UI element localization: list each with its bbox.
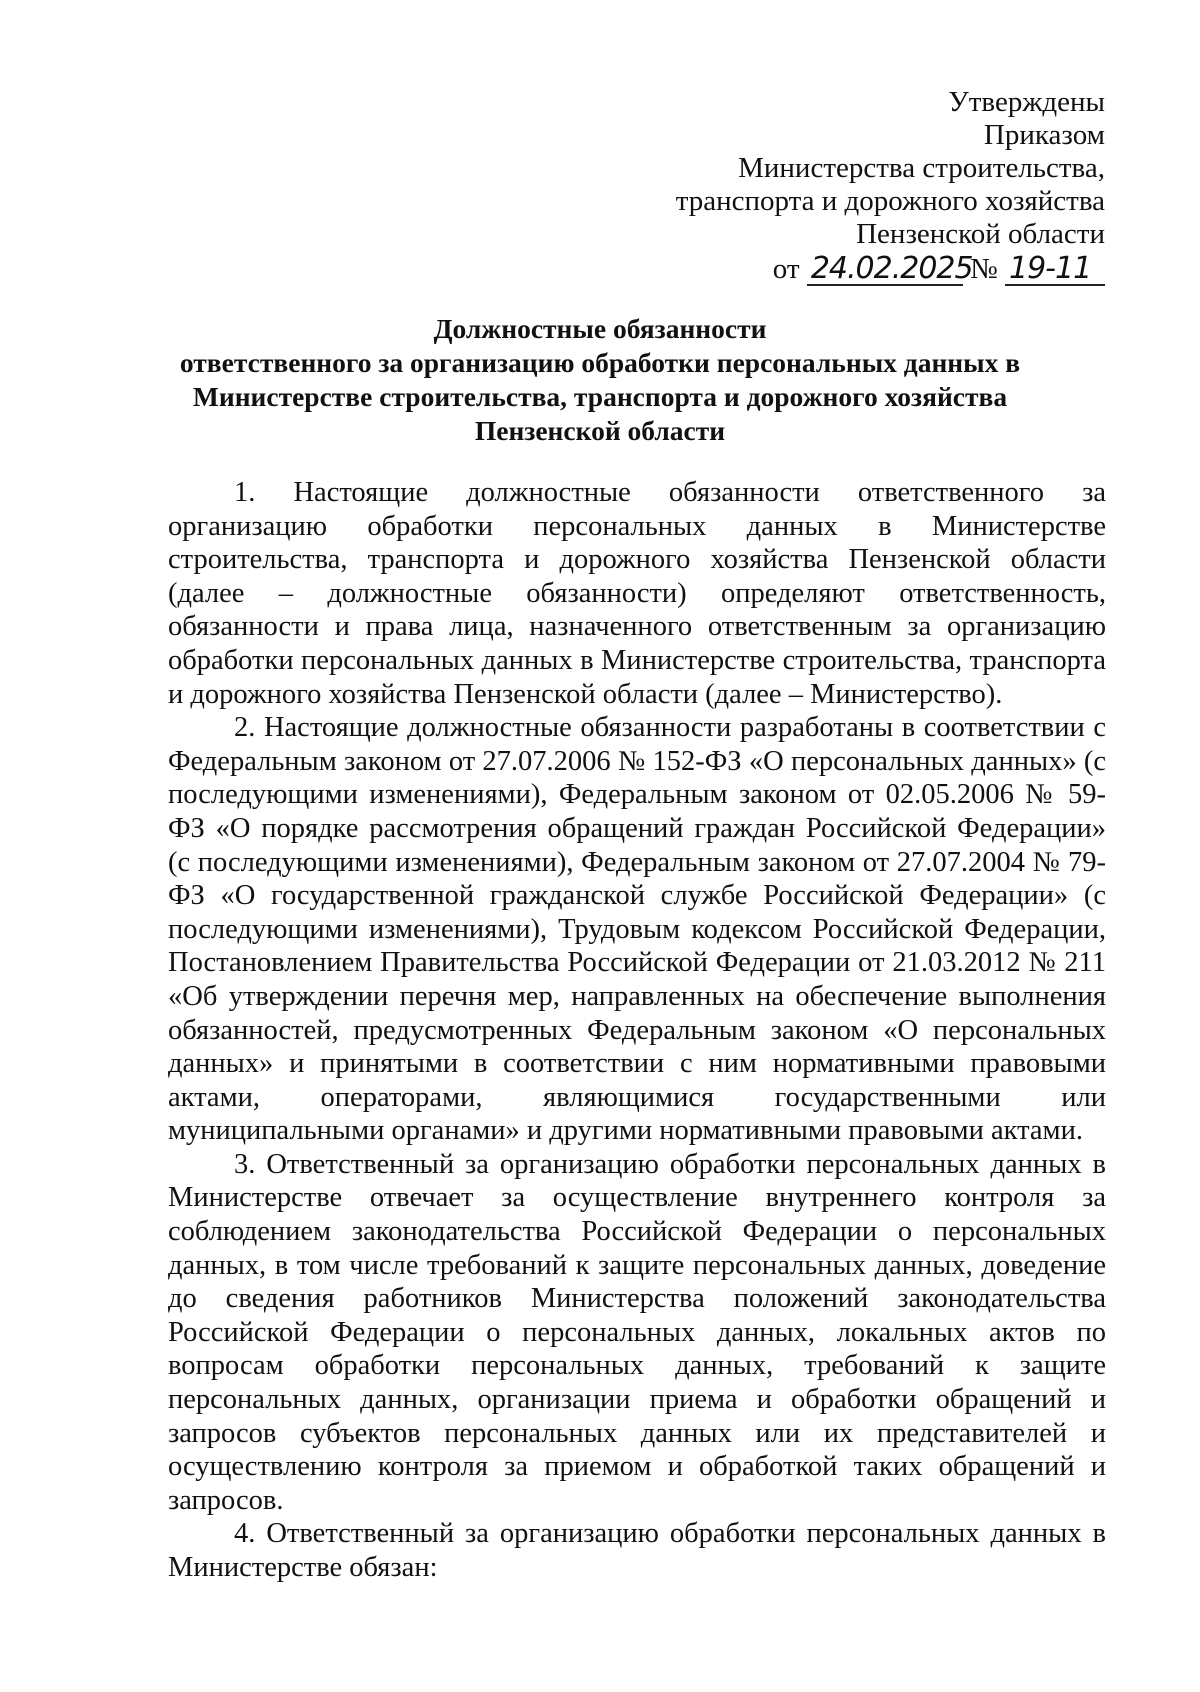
paragraph-2: 2. Настоящие должностные обязанности разработаны в соответствии с Федеральным законом от 27.07.2006 № 152-ФЗ «О персональных данных» (с последующими изменениями), Федеральным законом от 02.05.2006 № 59-ФЗ «О порядке рассмотрения обращений граждан Российской Федерации» (с последующими изменениями), Федеральным законом от 27.07.2004 № 79-ФЗ «О государственной гражданской службе Российской Федерации» (с последующими изменениями), Трудовым кодексом Российской Федерации, Постановлением Правительства Российской Федерации от 21.03.2012 № 211 «Об утверждении перечня мер, направленных на обеспечение выполнения обязанностей, предусмотренных Федеральным законом «О персональных данных» и принятыми в соответствии с ним нормативными правовыми актами, операторами, являющимися государственными или муниципальными органами» и другими нормативными правовыми актами.: [168, 712, 1106, 1147]
date-prefix: от: [772, 253, 800, 285]
approval-line: Приказом: [983, 119, 1105, 151]
approval-line: Пензенской области: [856, 218, 1105, 250]
handwritten-date: 24.02.2025: [807, 254, 963, 286]
approval-line: Утверждены: [948, 86, 1105, 118]
approval-stamp-block: [585, 86, 1105, 286]
paragraph-1: 1. Настоящие должностные обязанности ответственного за организацию обработки персональных данных в Министерстве строительства, транспорта и дорожного хозяйства Пензенской области (далее – должностные обязанности) определяют ответственность, обязанности и права лица, назначенного ответственным за организацию обработки персональных данных в Министерстве строительства, транспорта и дорожного хозяйства Пензенской области (далее – Министерство).: [168, 477, 1106, 710]
title-line: Министерстве строительства, транспорта и дорожного хозяйства: [192, 381, 1008, 412]
order-date-line: [585, 253, 1105, 286]
title-line: Пензенской области: [474, 415, 726, 446]
paragraph-3: 3. Ответственный за организацию обработки персональных данных в Министерстве отвечает за осуществление внутреннего контроля за соблюдением законодательства Российской Федерации о персональных данных, в том числе требований к защите персональных данных, доведение до сведения работников Министерства положений законодательства Российской Федерации о персональных данных, локальных актов по вопросам обработки персональных данных, требований к защите персональных данных, организации приема и обработки обращений и запросов субъектов персональных данных или их представителей и осуществлению контроля за приемом и обработкой таких обращений и запросов.: [168, 1148, 1106, 1516]
handwritten-order-number: 19-11: [1005, 254, 1105, 286]
title-line: ответственного за организацию обработки персональных данных в: [179, 347, 1021, 378]
title-line: Должностные обязанности: [433, 313, 767, 344]
document-title: [150, 312, 1050, 448]
number-sign: №: [970, 253, 998, 285]
approval-line: транспорта и дорожного хозяйства: [675, 185, 1105, 217]
approval-line: Министерства строительства,: [738, 152, 1105, 184]
paragraph-4: 4. Ответственный за организацию обработки персональных данных в Министерстве обязан:: [168, 1518, 1106, 1583]
document-body: [168, 476, 1106, 1585]
